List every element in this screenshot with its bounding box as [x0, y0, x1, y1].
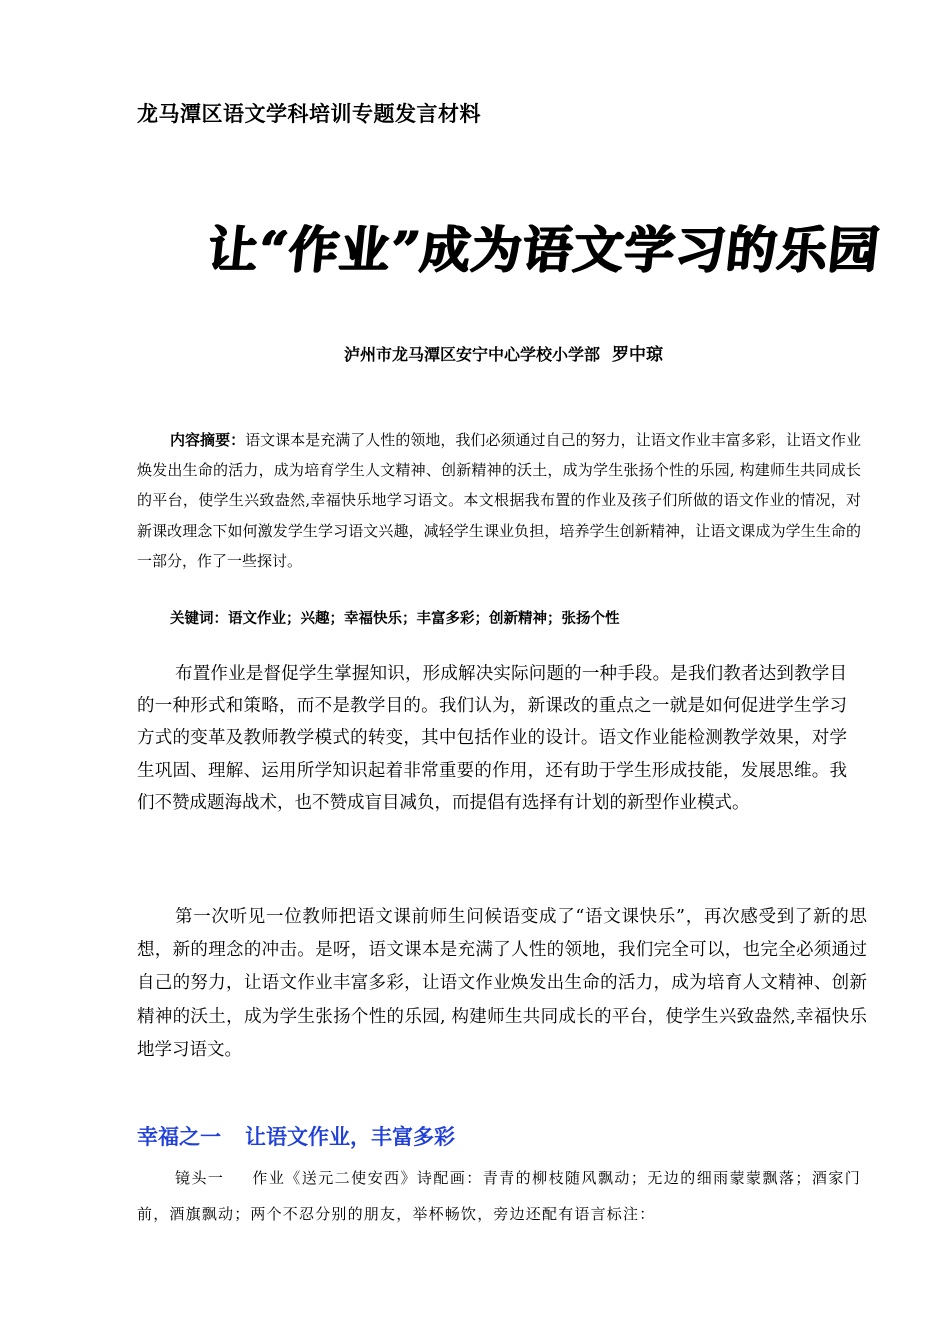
- keywords: 关键词：语文作业；兴趣；幸福快乐；丰富多彩；创新精神；张扬个性: [170, 611, 620, 627]
- section-title: 让语文作业，丰富多彩: [245, 1125, 455, 1149]
- section-number-label: 幸福之一: [137, 1125, 221, 1149]
- abstract: [137, 425, 861, 576]
- scene-text: 作业《送元二使安西》诗配画：青青的柳枝随风飘动；无边的细雨蒙蒙飘落；酒家门前，酒旗飘动；两个不忍分别的朋友，举杯畅饮，旁边还配有语言标注：: [137, 1169, 861, 1223]
- header-title: 龙马潭区语文学科培训专题发言材料: [137, 102, 481, 126]
- author-affiliation: 泸州市龙马潭区安宁中心学校小学部: [344, 345, 601, 364]
- scene-label: 镜头一: [175, 1169, 225, 1187]
- section-heading: [137, 1121, 455, 1151]
- author-line: [344, 340, 663, 365]
- abstract-text: 语文课本是充满了人性的领地，我们必须通过自己的努力，让语文作业丰富多彩，让语文作业焕发出生命的活力，成为培育学生人文精神、创新精神的沃土，成为学生张扬个性的乐园, 构建师生共同成长的平台，使学生兴致盎然,幸福快乐地学习语文。本文根据我布置的作业及孩子们所做的语文作业的情况，对新课改理念下如何激发学生学习语文兴趣，减轻学生课业负担，培养学生创新精神，让语文课成为学生生命的一部分，作了一些探讨。: [137, 431, 861, 570]
- abstract-label: 内容摘要：: [170, 431, 246, 449]
- author-name: 罗中琼: [612, 345, 664, 365]
- body-paragraph: 第一次听见一位教师把语文课前师生问候语变成了“语文课快乐”，再次感受到了新的思想，新的理念的冲击。是呀，语文课本是充满了人性的领地，我们完全可以，也完全必须通过自己的努力，让语文作业丰富多彩，让语文作业焕发出生命的活力，成为培育人文精神、创新精神的沃土，成为学生张扬个性的乐园, 构建师生共同成长的平台，使学生兴致盎然,幸福快乐地学习语文。: [137, 907, 867, 1060]
- body-paragraph: 布置作业是督促学生掌握知识，形成解决实际问题的一种手段。是我们教者达到教学目的一种形式和策略，而不是教学目的。我们认为，新课改的重点之一就是如何促进学生学习方式的变革及教师教学模式的转变，其中包括作业的设计。语文作业能检测教学效果，对学生巩固、理解、运用所学知识起着非常重要的作用，还有助于学生形成技能，发展思维。我们不赞成题海战术，也不赞成盲目减负，而提倡有选择有计划的新型作业模式。: [137, 664, 847, 813]
- scene-paragraph: [137, 1160, 861, 1232]
- main-title: 让“作业”成为语文学习的乐园: [204, 220, 883, 279]
